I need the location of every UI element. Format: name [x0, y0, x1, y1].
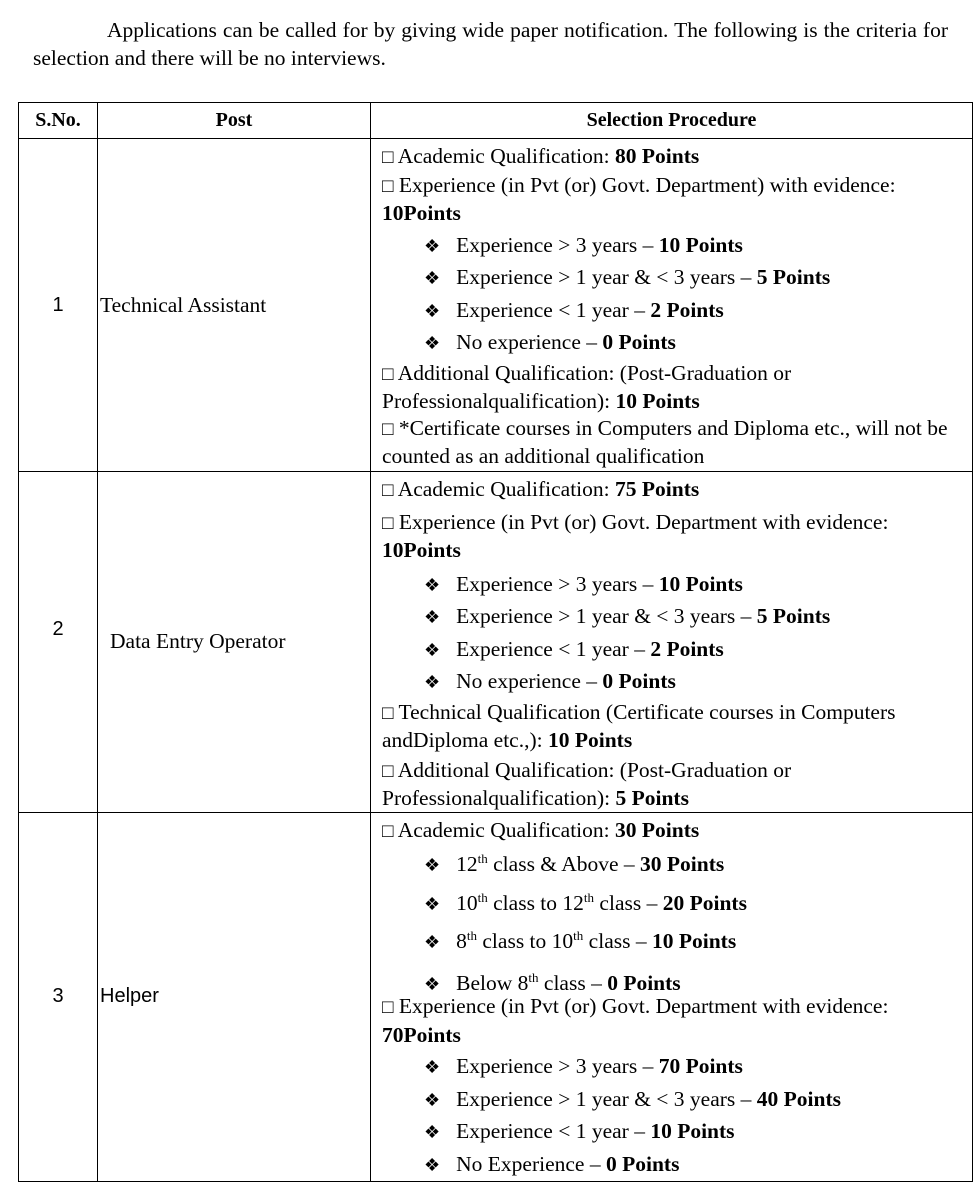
sub-criterion-item: ❖ No experience – 0 Points [424, 669, 676, 693]
bullet-icon: ❖ [424, 300, 441, 321]
sub-criterion-item: ❖ Experience > 3 years – 10 Points [424, 571, 743, 596]
sub-criterion-item: ❖ Experience > 1 year & < 3 years – 40 Points [424, 1086, 842, 1111]
row-procedure [371, 139, 973, 472]
row-post [98, 812, 371, 1182]
criterion-item: □ Experience (in Pvt (or) Govt. Department) with evidence: 10Points [382, 172, 896, 225]
sub-criterion-item: ❖ 12th class & Above – 30 Points [424, 850, 725, 876]
row-sno: 1 [19, 139, 98, 472]
bullet-icon: ❖ [424, 639, 441, 660]
criterion-note: □ *Certificate courses in Computers and Diploma etc., will not be counted as an additional qualification [382, 415, 948, 468]
intro-paragraph: Applications can be called for by giving wide paper notification. The following is the criteria for selection and there will be no interviews. [33, 18, 948, 70]
row-post [98, 472, 371, 813]
bullet-icon: ❖ [424, 973, 441, 994]
sub-criterion-item: ❖ No experience – 0 Points [424, 330, 676, 354]
checkbox-icon: □ [382, 512, 394, 534]
criterion-item: □ Experience (in Pvt (or) Govt. Department with evidence: 70Points [382, 994, 889, 1047]
sub-criterion-item: ❖ Below 8th class – 0 Points [424, 969, 681, 995]
bullet-icon: ❖ [424, 1089, 441, 1110]
post-name: Helper [100, 985, 159, 1008]
table-row [19, 472, 973, 813]
row-procedure [371, 472, 973, 813]
criterion-item: □ Technical Qualification (Certificate courses in Computers andDiploma etc.,): 10 Points [382, 699, 896, 752]
bullet-icon: ❖ [424, 1057, 441, 1077]
checkbox-icon: □ [382, 363, 394, 385]
sub-criterion-item: ❖ No Experience – 0 Points [424, 1151, 680, 1176]
post-name: Technical Assistant [100, 292, 267, 317]
checkbox-icon: □ [382, 147, 394, 168]
sub-criterion-item: ❖ Experience > 3 years – 70 Points [424, 1054, 743, 1078]
checkbox-icon: □ [382, 702, 394, 724]
bullet-icon: ❖ [424, 932, 441, 952]
sub-criterion-item: ❖ Experience < 1 year – 2 Points [424, 297, 724, 322]
header-post: Post [98, 103, 371, 139]
header-sno: S.No. [19, 103, 98, 139]
sub-criterion-item: ❖ 10th class to 12th class – 20 Points [424, 889, 747, 915]
criterion-item: □ Academic Qualification: 80 Points [382, 144, 700, 168]
bullet-icon: ❖ [424, 855, 441, 875]
sub-criterion-item: ❖ Experience > 3 years – 10 Points [424, 232, 743, 257]
table-header-row [19, 103, 973, 139]
checkbox-icon: □ [382, 760, 394, 782]
sub-criterion-item: ❖ 8th class to 10th class – 10 Points [424, 927, 737, 953]
bullet-icon: ❖ [424, 268, 441, 288]
table-row [19, 812, 973, 1182]
bullet-icon: ❖ [424, 235, 441, 256]
criterion-item: □ Additional Qualification: (Post-Graduation or Professionalqualification): 10 Points [382, 360, 792, 413]
bullet-icon: ❖ [424, 607, 441, 627]
sub-criterion-item: ❖ Experience > 1 year & < 3 years – 5 Points [424, 265, 831, 289]
criterion-item: □ Experience (in Pvt (or) Govt. Department with evidence: 10Points [382, 509, 889, 562]
row-post [98, 139, 371, 472]
bullet-icon: ❖ [424, 672, 441, 692]
bullet-icon: ❖ [424, 1122, 441, 1142]
post-name: Data Entry Operator [110, 629, 286, 654]
criterion-item: □ Academic Qualification: 75 Points [382, 477, 700, 501]
sub-criterion-item: ❖ Experience > 1 year & < 3 years – 5 Points [424, 604, 831, 628]
bullet-icon: ❖ [424, 574, 441, 595]
checkbox-icon: □ [382, 175, 394, 197]
bullet-icon: ❖ [424, 333, 441, 353]
checkbox-icon: □ [382, 820, 394, 842]
row-procedure [371, 812, 973, 1182]
criterion-item: □ Academic Qualification: 30 Points [382, 817, 700, 842]
row-sno: 2 [19, 472, 98, 813]
checkbox-icon: □ [382, 997, 394, 1018]
bullet-icon: ❖ [424, 1154, 441, 1175]
row-sno: 3 [19, 812, 98, 1182]
checkbox-icon: □ [382, 480, 394, 501]
sub-criterion-item: ❖ Experience < 1 year – 2 Points [424, 636, 724, 661]
bullet-icon: ❖ [424, 893, 441, 914]
header-procedure: Selection Procedure [371, 103, 973, 139]
checkbox-icon: □ [382, 418, 394, 440]
sub-criterion-item: ❖ Experience < 1 year – 10 Points [424, 1119, 735, 1143]
table-row [19, 139, 973, 472]
selection-criteria-table [18, 102, 973, 1182]
criterion-item: □ Additional Qualification: (Post-Graduation or Professionalqualification): 5 Points [382, 757, 792, 810]
